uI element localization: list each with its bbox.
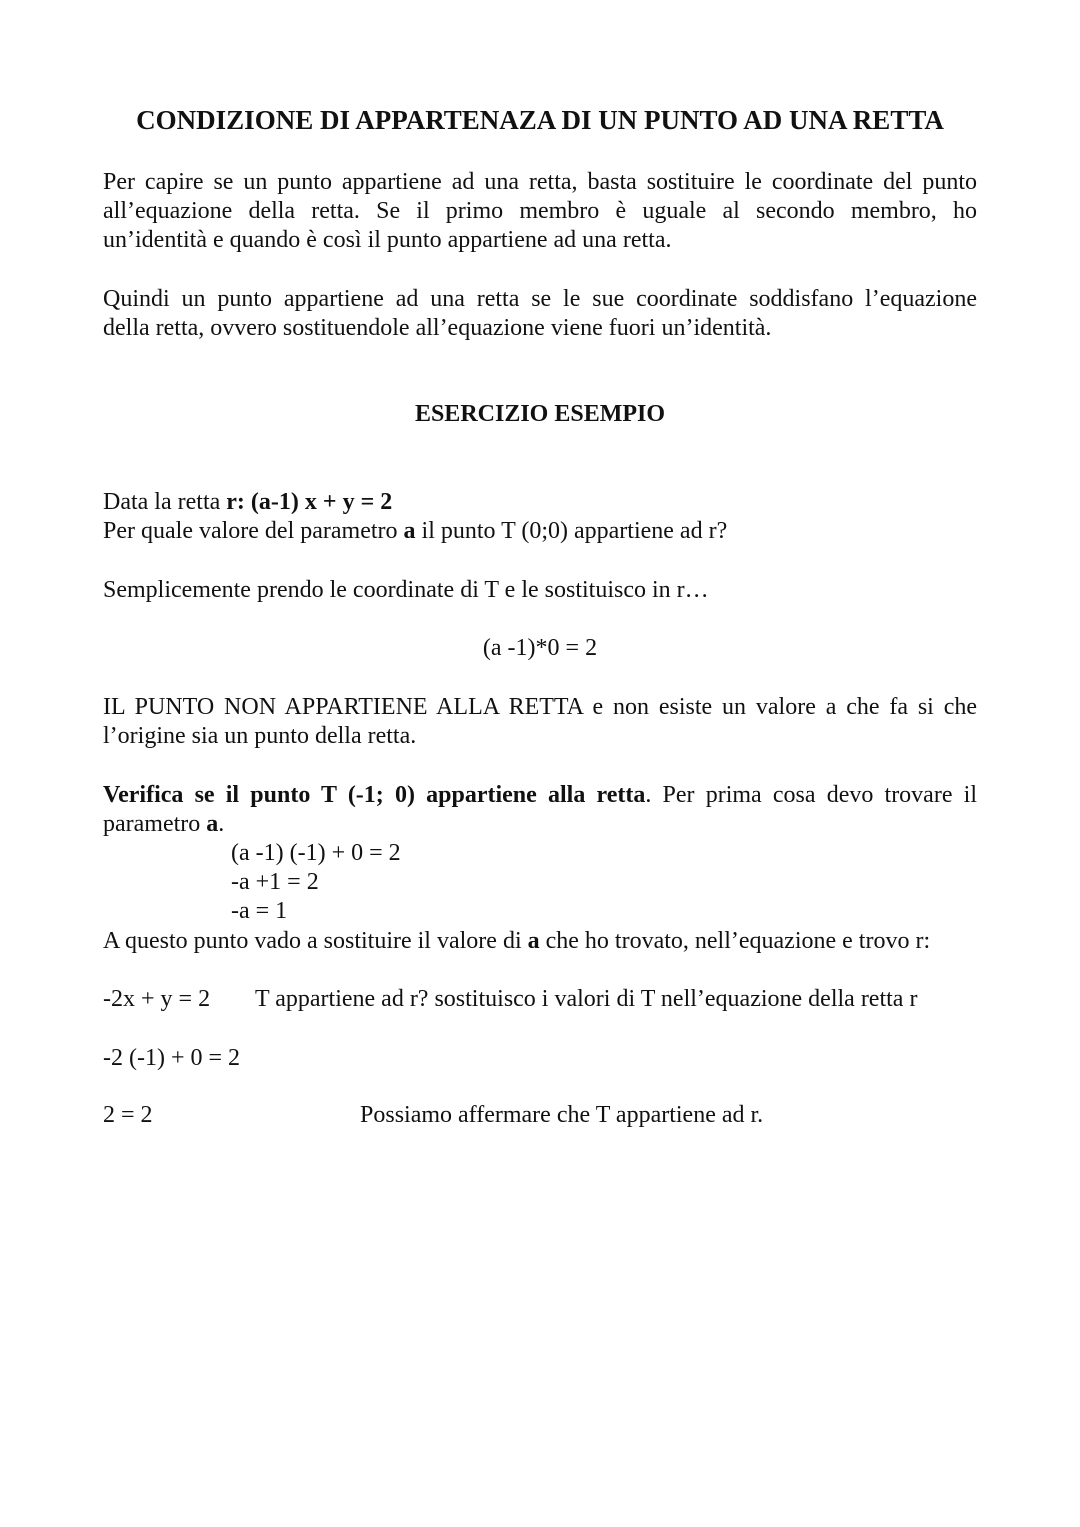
check-2: 2 = 2 xyxy=(103,1102,153,1128)
verify-line2-param: a xyxy=(206,811,219,837)
verify-line-2 xyxy=(103,810,977,839)
verify-bold: Verifica se il punto T (-1; 0) appartiene alla retta xyxy=(103,782,646,808)
question-line xyxy=(103,517,977,546)
question-suffix: il punto T (0;0) appartiene ad r? xyxy=(415,518,728,544)
page-title: CONDIZIONE DI APPARTENAZA DI UN PUNTO AD UNA RETTA xyxy=(136,105,944,135)
verify-rest: . Per prima cosa devo trovare il xyxy=(645,782,977,808)
replace-prefix: A questo punto vado a sostituire il valore di xyxy=(103,928,528,954)
intro-line-3: un’identità e quando è così il punto appartiene ad una retta. xyxy=(103,227,672,253)
equation-1: (a -1)*0 = 2 xyxy=(482,635,598,661)
verify-line2-prefix: parametro xyxy=(103,811,207,837)
verify-line2-suffix: . xyxy=(218,811,225,837)
substitute-line: Semplicemente prendo le coordinate di T e le sostituisco in r… xyxy=(103,577,709,603)
step-3: -a = 1 xyxy=(231,898,288,924)
conclusion-line-1: IL PUNTO NON APPARTIENE ALLA RETTA e non esiste un valore a che fa si che xyxy=(103,694,977,720)
question-prefix: Per quale valore del parametro xyxy=(103,518,404,544)
intro-line-2: all’equazione della retta. Se il primo membro è uguale al secondo membro, ho xyxy=(103,198,977,224)
question-param: a xyxy=(403,518,416,544)
summary-line-2: della retta, ovvero sostituendole all’equazione viene fuori un’identità. xyxy=(103,315,772,341)
given-line xyxy=(103,488,977,517)
step-1: (a -1) (-1) + 0 = 2 xyxy=(231,840,401,866)
verify-line-1 xyxy=(103,781,977,810)
final-conclusion: Possiamo affermare che T appartiene ad r. xyxy=(360,1102,764,1128)
given-prefix: Data la retta xyxy=(103,489,227,515)
summary-line-1: Quindi un punto appartiene ad una retta se le sue coordinate soddisfano l’equazione xyxy=(103,286,977,312)
given-equation: r: (a-1) x + y = 2 xyxy=(226,489,393,515)
exercise-heading: ESERCIZIO ESEMPIO xyxy=(414,401,666,427)
replace-param: a xyxy=(527,928,540,954)
final-equation: -2x + y = 2 xyxy=(103,986,211,1012)
conclusion-line-2: l’origine sia un punto della retta. xyxy=(103,723,417,749)
intro-line-1: Per capire se un punto appartiene ad una retta, basta sostituire le coordinate del punto xyxy=(103,169,977,195)
check-1: -2 (-1) + 0 = 2 xyxy=(103,1045,241,1071)
final-question: T appartiene ad r? sostituisco i valori di T nell’equazione della retta r xyxy=(255,986,918,1012)
replace-line xyxy=(103,927,1003,956)
replace-suffix: che ho trovato, nell’equazione e trovo r: xyxy=(539,928,931,954)
step-2: -a +1 = 2 xyxy=(231,869,319,895)
